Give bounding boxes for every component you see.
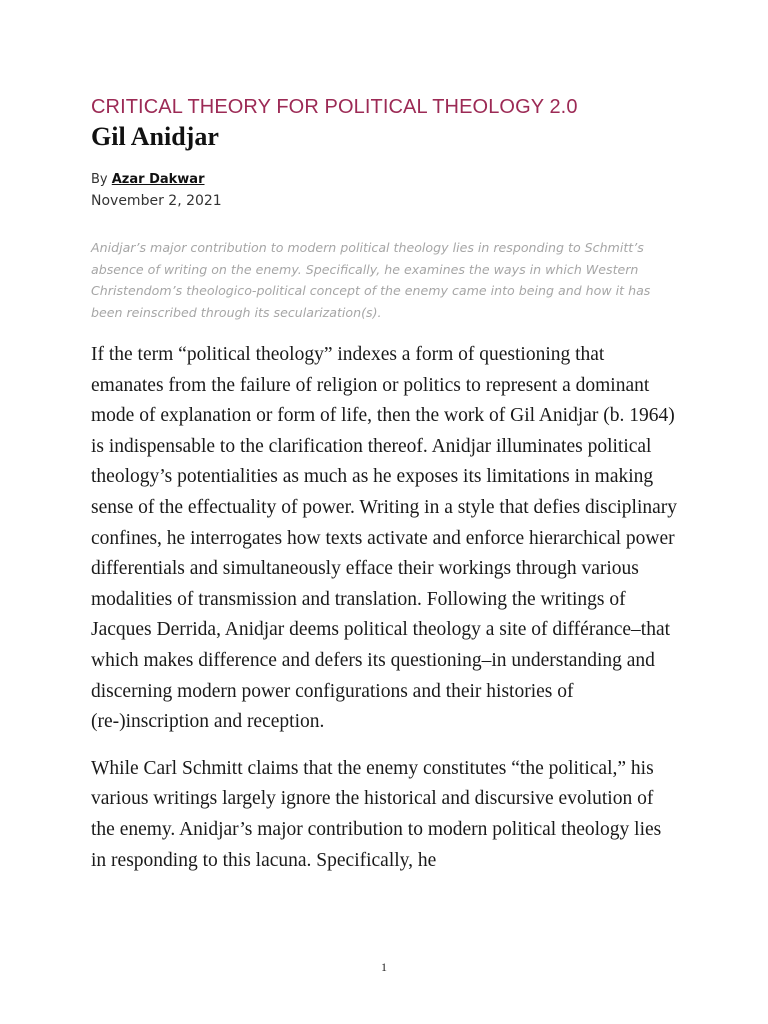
author-link[interactable]: Azar Dakwar: [111, 172, 205, 187]
article-excerpt: Anidjar’s major contribution to modern political theology lies in responding to Schmitt’s absence of writing on the enemy. Specifically, he examines the ways in which Western Christendom’s theologico-political concept of the enemy came into being and how it has been reinscribed through its secularization(s).: [91, 240, 651, 320]
byline-prefix: By: [91, 172, 112, 187]
publication-date: November 2, 2021: [91, 193, 222, 209]
article-body: [91, 340, 681, 876]
series-title: CRITICAL THEORY FOR POLITICAL THEOLOGY 2.0: [91, 96, 578, 118]
article-title: Gil Anidjar: [91, 122, 219, 151]
body-paragraph: If the term “political theology” indexes a form of questioning that emanates from the failure of religion or politics to represent a dominant mode of explanation or form of life, then the work of Gil Anidjar (b. 1964) is indispensable to the clarification thereof. Anidjar illuminates political theology’s potentialities as much as he exposes its limitations in making sense of the effectuality of power. Writing in a style that defies disciplinary confines, he interrogates how texts activate and enforce hierarchical power differentials and simultaneously efface their workings through various modalities of transmission and translation. Following the writings of Jacques Derrida, Anidjar deems political theology a site of différance–that which makes difference and defers its questioning–in understanding and discerning modern power configurations and their histories of (re-)inscription and reception.: [91, 344, 678, 733]
byline: [91, 171, 691, 189]
article: [91, 94, 691, 892]
page-number: 1: [381, 960, 387, 974]
body-paragraph: While Carl Schmitt claims that the enemy constitutes “the political,” his various writings largely ignore the historical and discursive evolution of the enemy. Anidjar’s major contribution to modern political theology lies in responding to this lacuna. Specifically, he: [91, 757, 662, 871]
